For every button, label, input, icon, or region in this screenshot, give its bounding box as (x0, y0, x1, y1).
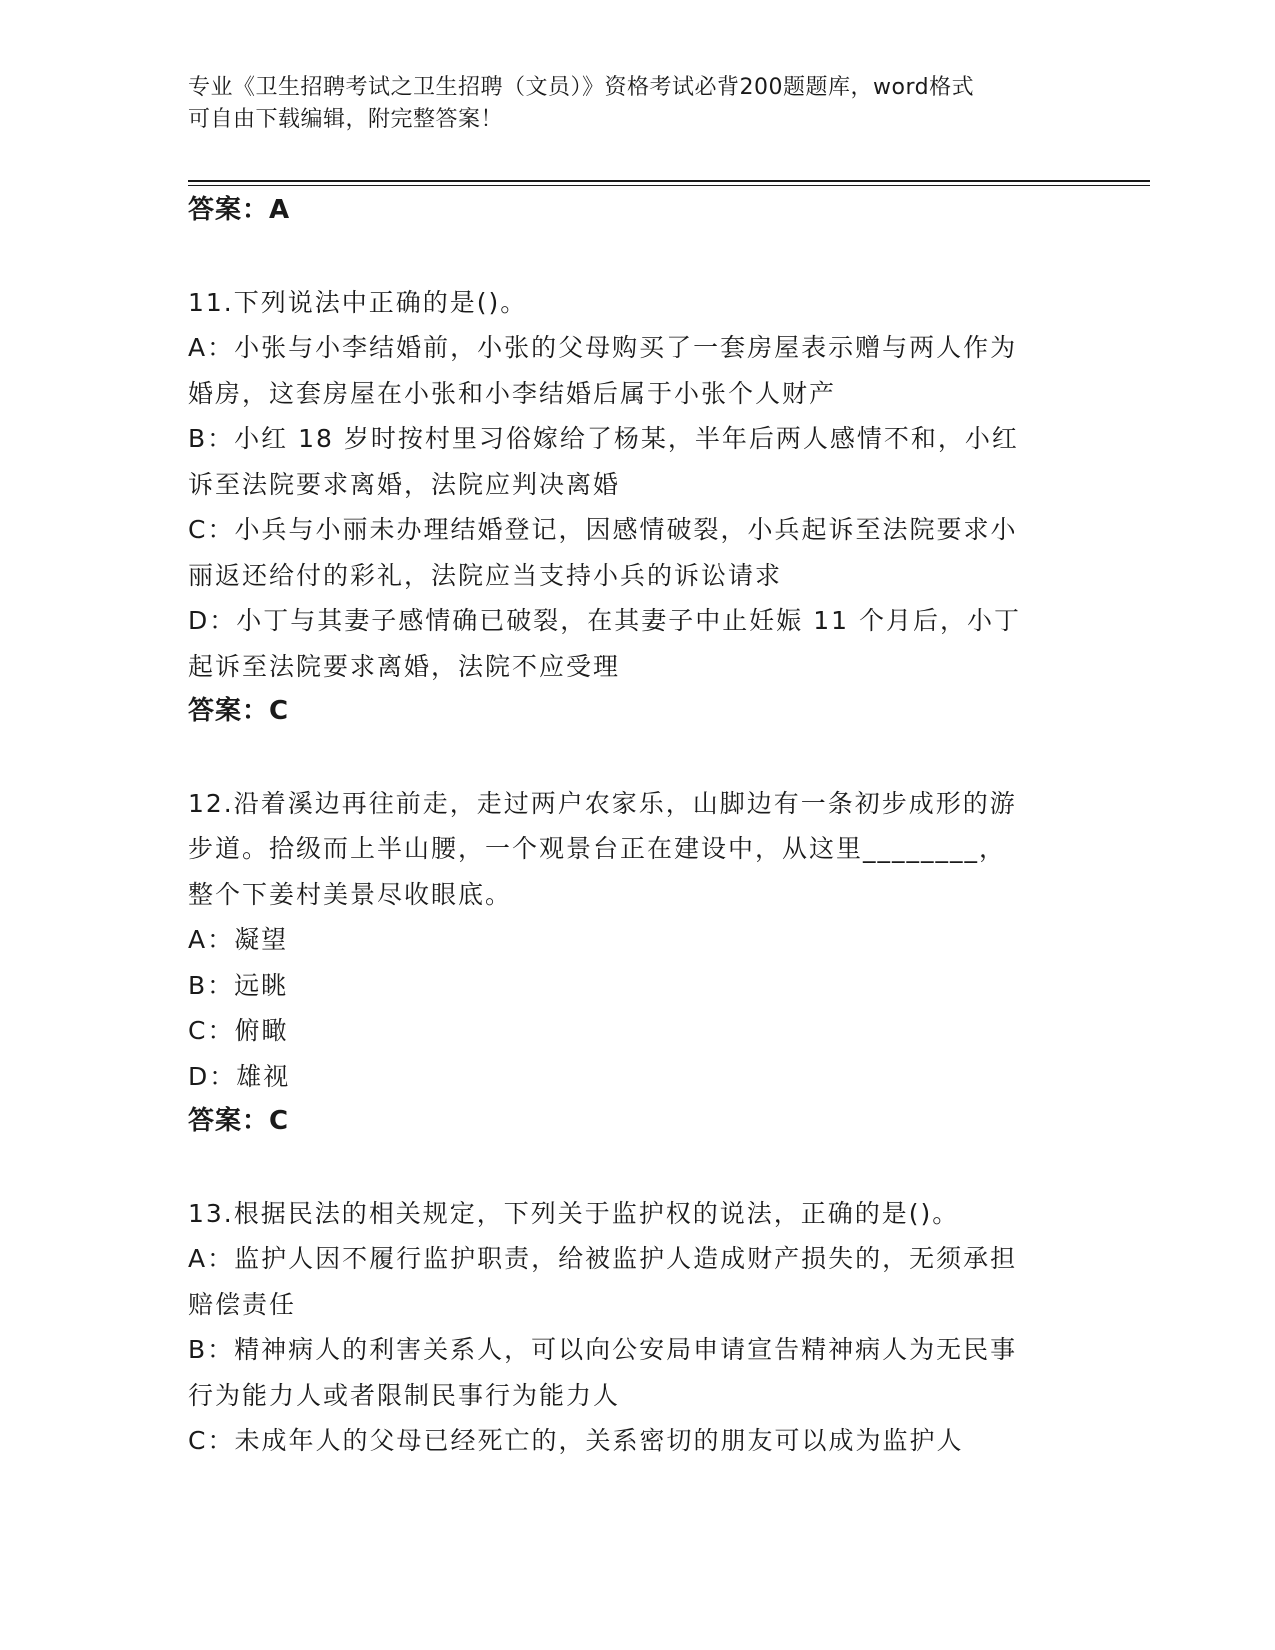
spacer (188, 735, 1088, 781)
option-d-line-1: D：小丁与其妻子感情确已破裂，在其妻子中止妊娠 11 个月后，小丁 (188, 606, 1021, 635)
option-c-line-1: C：未成年人的父母已经死亡的，关系密切的朋友可以成为监护人 (188, 1426, 964, 1455)
previous-answer: 答案：A (188, 195, 291, 225)
header-divider-thick (188, 180, 1150, 182)
question-12 (188, 781, 1088, 1145)
header-line-1: 专业《卫生招聘考试之卫生招聘（文员）》资格考试必背200题题库，word格式 (188, 75, 975, 100)
question-stem: 11.下列说法中正确的是()。 (188, 287, 528, 317)
option-b-line-2: 诉至法院要求离婚，法院应判决离婚 (188, 469, 621, 499)
option-b-line-1: B：精神病人的利害关系人，可以向公安局申请宣告精神病人为无民事 (188, 1335, 1018, 1364)
option-d-line-2: 起诉至法院要求离婚，法院不应受理 (188, 651, 621, 681)
question-stem-line-2: 步道。拾级而上半山腰，一个观景台正在建设中，从这里________， (188, 834, 1007, 863)
header-divider-thin (188, 185, 1150, 186)
question-11 (188, 280, 1088, 735)
document-header (188, 72, 1068, 136)
option-a-line-2: 婚房，这套房屋在小张和小李结婚后属于小张个人财产 (188, 378, 837, 408)
option-b-line-1: B：小红 18 岁时按村里习俗嫁给了杨某，半年后两人感情不和，小红 (188, 424, 1019, 453)
question-stem-line-1: 12.沿着溪边再往前走，走过两户农家乐，山脚边有一条初步成形的游 (188, 788, 1017, 818)
spacer (188, 234, 1088, 280)
question-stem-line-3: 整个下姜村美景尽收眼底。 (188, 879, 513, 909)
option-a-line-2: 赔偿责任 (188, 1289, 297, 1319)
option-a: A：凝望 (188, 925, 289, 954)
option-b: B：远眺 (188, 970, 289, 1000)
header-line-2: 可自由下载编辑，附完整答案！ (188, 107, 504, 132)
option-a-line-1: A：小张与小李结婚前，小张的父母购买了一套房屋表示赠与两人作为 (188, 333, 1018, 362)
option-a-line-1: A：监护人因不履行监护职责，给被监护人造成财产损失的，无须承担 (188, 1244, 1018, 1273)
question-content (188, 188, 1088, 1464)
option-c-line-1: C：小兵与小丽未办理结婚登记，因感情破裂，小兵起诉至法院要求小 (188, 515, 1018, 544)
option-b-line-2: 行为能力人或者限制民事行为能力人 (188, 1380, 621, 1410)
question-13 (188, 1191, 1088, 1464)
option-c-line-2: 丽返还给付的彩礼，法院应当支持小兵的诉讼请求 (188, 560, 783, 590)
question-stem: 13.根据民法的相关规定，下列关于监护权的说法，正确的是()。 (188, 1198, 960, 1228)
option-c: C：俯瞰 (188, 1016, 289, 1045)
spacer (188, 1145, 1088, 1191)
option-d: D：雄视 (188, 1061, 291, 1091)
question-answer: 答案：C (188, 1106, 290, 1136)
question-answer: 答案：C (188, 696, 290, 726)
